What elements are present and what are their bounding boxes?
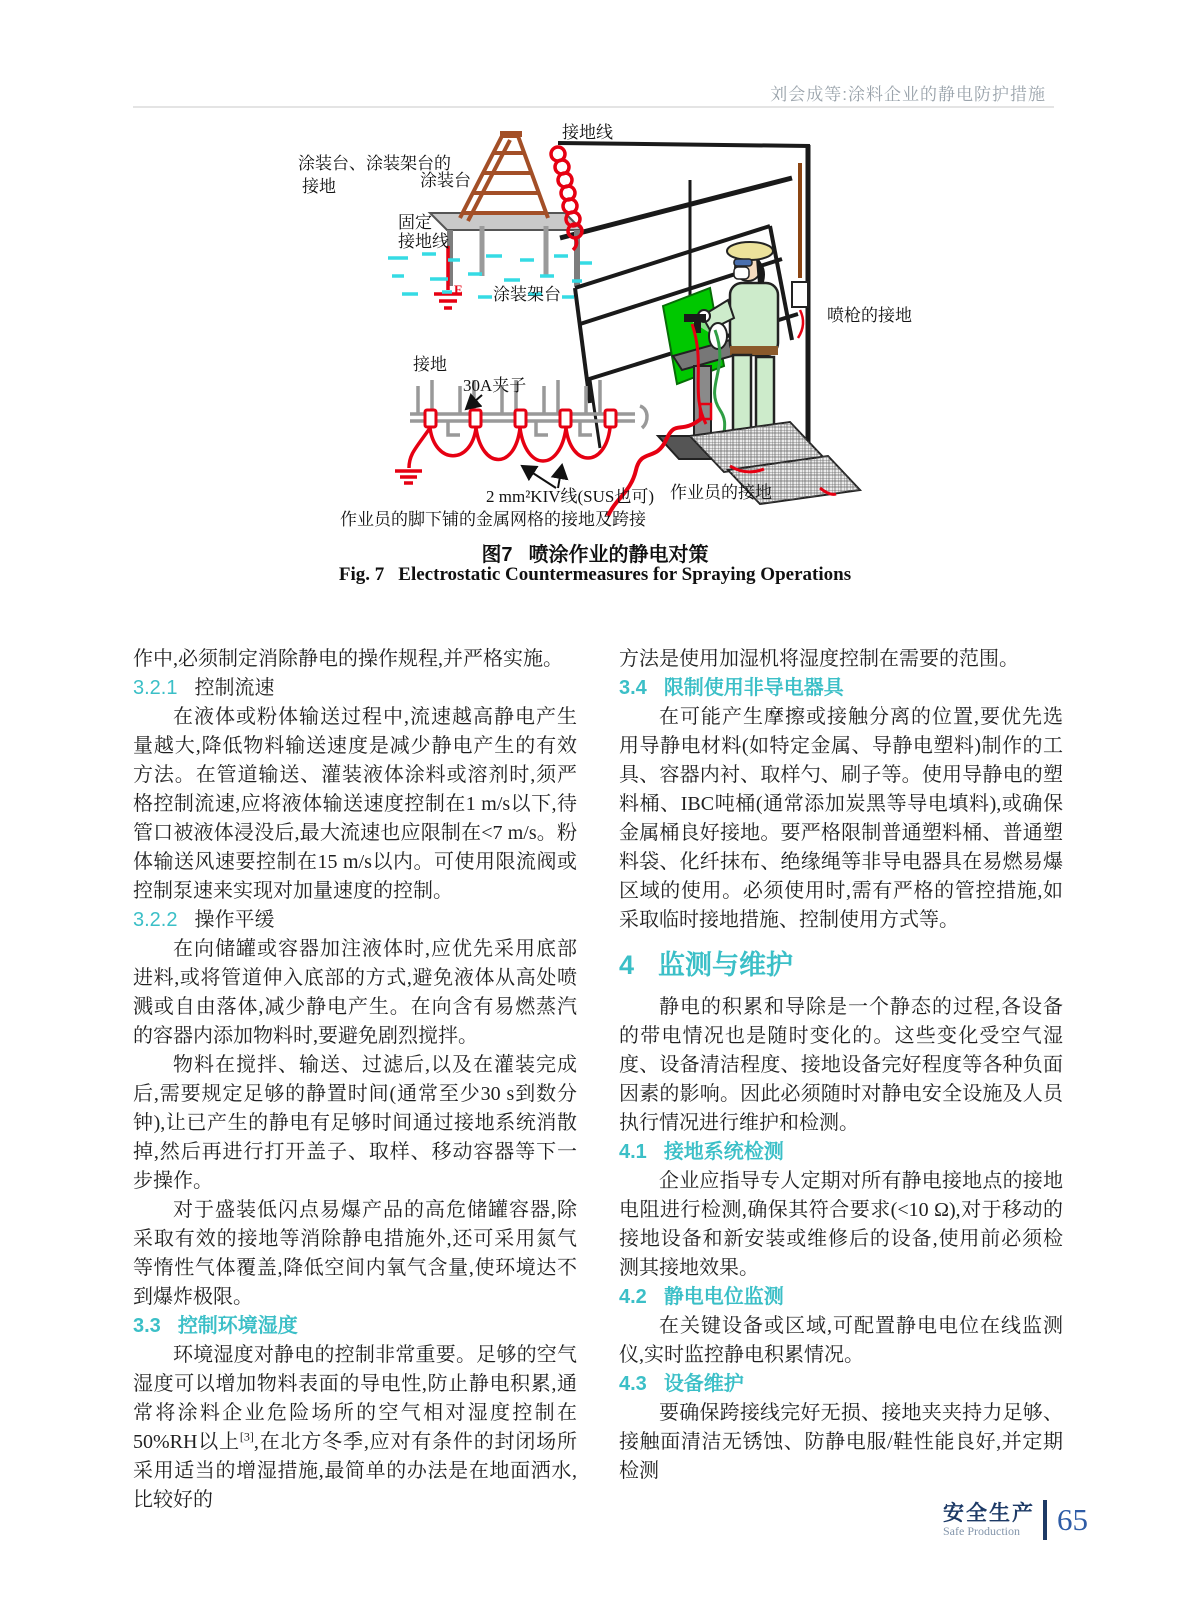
paragraph: 企业应指导专人定期对所有静电接地点的接地电阻进行检测,确保其符合要求(<10 Ω),对于移动的接地设备和新安装或维修后的设备,使用前必须检测其接地效果。	[619, 1170, 1063, 1279]
label-worker-ground: 作业员的接地	[670, 483, 772, 502]
heading-3-3: 3.3 控制环境湿度	[133, 1315, 298, 1337]
paragraph: 在关键设备或区域,可配置静电电位在线监测仪,实时监控静电积累情况。	[619, 1315, 1063, 1366]
label-gun-ground: 喷枪的接地	[827, 306, 912, 325]
label-fixed-2: 接地线	[398, 232, 449, 251]
heading-4-3: 4.3 设备维护	[619, 1373, 744, 1395]
label-ground: 接地	[413, 355, 447, 374]
label-ground-wire: 接地线	[562, 123, 613, 142]
paragraph: 在可能产生摩擦或接触分离的位置,要优先选用导静电材料(如特定金属、导静电塑料)制作的工具、容器内衬、取样勺、刷子等。使用导静电的塑料桶、IBC吨桶(通常添加炭黑等导电填料),或确保金属桶良好接地。要严格限制普通塑料桶、普通塑料袋、化纤抹布、绝缘绳等非导电器具在易燃易爆区域的使用。必须使用时,需有严格的管控措施,如采取临时接地措施、控制使用方式等。	[619, 706, 1063, 931]
reference-mark: [3]	[239, 1429, 254, 1444]
label-mesh-note: 作业员的脚下铺的金属网格的接地及跨接	[340, 510, 646, 529]
footer-divider	[1043, 1500, 1047, 1540]
figure-caption-cn: 图7 喷涂作业的静电对策	[481, 544, 709, 566]
label-paint-rack: 涂装架台	[493, 285, 561, 304]
label-platform-ground-2: 接地	[302, 177, 336, 196]
paragraph: 静电的积累和导除是一个静态的过程,各设备的带电情况也是随时变化的。这些变化受空气湿度、设备清洁程度、接地设备完好程度等各种负面因素的影响。因此必须随时对静电安全设施及人员执行情况进行维护和检测。	[619, 996, 1063, 1134]
header-rule	[133, 106, 1054, 108]
heading-4-1: 4.1 接地系统检测	[619, 1141, 784, 1163]
paragraph: 环境湿度对静电的控制非常重要。足够的空气湿度可以增加物料表面的导电性,防止静电积累,通常将涂料企业危险场所的空气相对湿度控制在50%RH以上[3],在北方冬季,应对有条件的封闭场所采用适当的增湿措施,最简单的办法是在地面洒水,比较好的	[133, 1344, 577, 1511]
label-paint-stand: 涂装台	[420, 171, 471, 190]
right-column	[619, 645, 1063, 1515]
heading-3-2-1: 3.2.1 控制流速	[133, 677, 275, 699]
figure-7-illustration	[130, 118, 1060, 532]
grounding-rack	[395, 380, 647, 483]
left-column	[133, 645, 577, 1515]
heading-3-2-2: 3.2.2 操作平缓	[133, 909, 275, 931]
label-fixed-1: 固定	[398, 213, 432, 232]
page-footer	[943, 1500, 1088, 1540]
heading-3-4: 3.4 限制使用非导电器具	[619, 677, 844, 699]
heading-4: 4 监测与维护	[619, 950, 794, 980]
label-earth-e: E	[454, 282, 463, 297]
paragraph: 在向储罐或容器加注液体时,应优先采用底部进料,或将管道伸入底部的方式,避免液体从高处喷溅或自由落体,减少静电产生。在向含有易燃蒸汽的容器内添加物料时,要避免剧烈搅拌。	[133, 938, 577, 1047]
figure-caption-en: Fig. 7 Electrostatic Countermeasures for Spraying Operations	[338, 564, 852, 585]
cyan-dashes	[388, 254, 592, 297]
paragraph: 作中,必须制定消除静电的操作规程,并严格实施。	[133, 648, 563, 670]
label-platform-ground-1: 涂装台、涂装架台的	[298, 154, 451, 173]
label-kiv-wire: 2 mm²KIV线(SUS也可)	[486, 487, 655, 506]
paragraph: 要确保跨接线完好无损、接地夹夹持力足够、接触面清洁无锈蚀、防静电服/鞋性能良好,并定期检测	[619, 1402, 1063, 1482]
paragraph: 在液体或粉体输送过程中,流速越高静电产生量越大,降低物料输送速度是减少静电产生的有效方法。在管道输送、灌装液体涂料或溶剂时,须严格控制流速,应将液体输送速度控制在1 m/s以下,待管口被液体浸没后,最大流速也应限制在<7 m/s。粉体输送风速要控制在15 m/s以内。可使用限流阀或控制泵速来实现对加量速度的控制。	[133, 706, 577, 902]
footer-journal-name: 安全生产 Safe Production	[943, 1501, 1035, 1538]
fixed-ground-wire	[434, 246, 462, 308]
label-clamp-30a: 30A夹子	[463, 376, 527, 395]
body-columns	[133, 645, 1064, 1515]
running-header: 刘会成等:涂料企业的静电防护措施	[770, 85, 1046, 104]
paint-platform	[430, 131, 582, 286]
paragraph: 物料在搅拌、输送、过滤后,以及在灌装完成后,需要规定足够的静置时间(通常至少30 s到数分钟),让已产生的静电有足够时间通过接地系统消散掉,然后再进行打开盖子、取样、移动容器等下一步操作。	[133, 1054, 577, 1192]
heading-4-2: 4.2 静电电位监测	[619, 1286, 784, 1308]
paragraph: 对于盛装低闪点易爆产品的高危储罐容器,除采取有效的接地等消除静电措施外,还可采用氮气等惰性气体覆盖,降低空间内氧气含量,使环境达不到爆炸极限。	[133, 1199, 577, 1308]
page-number: 65	[1057, 1502, 1088, 1537]
paragraph: 方法是使用加湿机将湿度控制在需要的范围。	[619, 648, 1019, 670]
